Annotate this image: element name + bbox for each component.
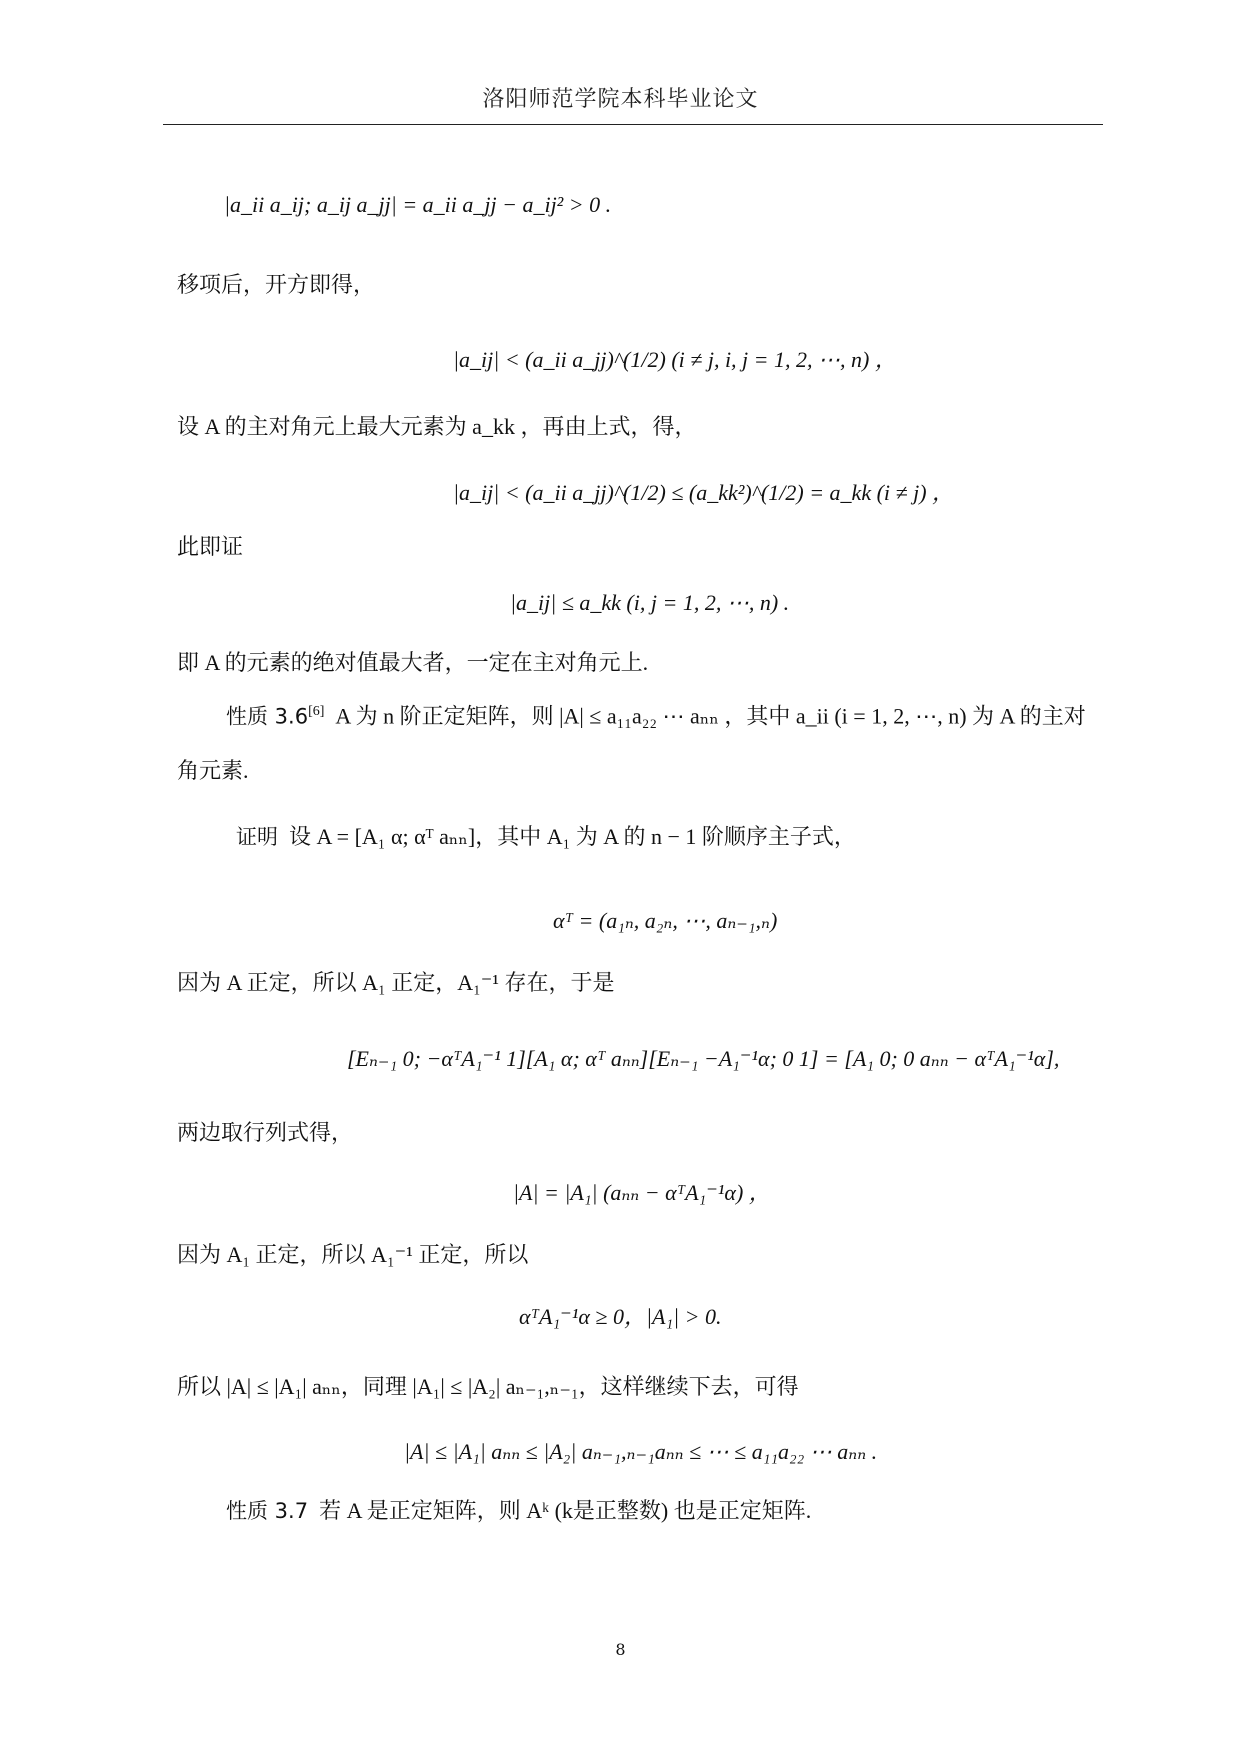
- paragraph-text: 若 A 是正定矩阵，则 Aᵏ (k是正整数) 也是正定矩阵.: [319, 1498, 812, 1523]
- paragraph-text: 此即证: [177, 534, 244, 559]
- line-prop-3-7: [226, 1496, 811, 1526]
- math-expression: αᵀA₁⁻¹α ≥ 0，|A₁| > 0.: [519, 1304, 722, 1329]
- line-p-conclusion: [177, 648, 648, 678]
- line-p-thus: [177, 532, 243, 562]
- line-eq-abs-aij-1: [453, 345, 897, 375]
- line-proof-start: [236, 822, 856, 852]
- paragraph-text: 设 A 的主对角元上最大元素为 a_kk ，再由上式，得，: [177, 414, 697, 439]
- line-eq-detA: [513, 1178, 771, 1208]
- paragraph-text: 设 A = [A₁ α; αᵀ aₙₙ]，其中 A₁ 为 A 的 n − 1 阶顺序主子式，: [289, 824, 856, 849]
- paragraph-text: 两边取行列式得，: [177, 1120, 354, 1145]
- paragraph-text: 因为 A 正定，所以 A₁ 正定，A₁⁻¹ 存在，于是: [177, 970, 615, 995]
- paragraph-text: 因为 A₁ 正定，所以 A₁⁻¹ 正定，所以: [177, 1242, 529, 1267]
- paragraph-text: A 为 n 阶正定矩阵，则 |A| ≤ a₁₁a₂₂ ⋯ aₙₙ ，其中 a_ii (i = 1, 2, ⋯, n) 为 A 的主对: [335, 703, 1086, 729]
- math-expression: |a_ii a_ij; a_ij a_jj| = a_ii a_jj − a_ij² > 0 .: [224, 192, 612, 217]
- math-expression: αᵀ = (a₁ₙ, a₂ₙ, ⋯, aₙ₋₁,ₙ): [553, 908, 778, 933]
- line-p-let-max: [177, 412, 696, 442]
- line-eq-det-2x2: [224, 190, 611, 220]
- math-expression: |a_ij| ≤ a_kk (i, j = 1, 2, ⋯, n) .: [510, 590, 790, 615]
- page-number: 8: [615, 1640, 626, 1659]
- line-eq-alpha: [553, 906, 777, 936]
- line-eq-abs-aij-3: [510, 588, 789, 618]
- paragraph-text: 即 A 的元素的绝对值最大者，一定在主对角元上.: [177, 650, 649, 675]
- line-p-take-det: [177, 1118, 353, 1148]
- proposition-label: 性质 3.7: [226, 1499, 309, 1523]
- line-prop-3-6-cont: [177, 756, 249, 786]
- math-expression: |A| = |A₁| (aₙₙ − αᵀA₁⁻¹α) ，: [513, 1180, 771, 1205]
- line-eq-chain: [404, 1437, 877, 1467]
- math-expression: |a_ij| < (a_ii a_jj)^(1/2) ≤ (a_kk²)^(1/2) = a_kk (i ≠ j) ，: [453, 480, 955, 505]
- proposition-label: 证明: [236, 825, 278, 849]
- math-expression: |A| ≤ |A₁| aₙₙ ≤ |A₂| aₙ₋₁,ₙ₋₁aₙₙ ≤ ⋯ ≤ a₁₁a₂₂ ⋯ aₙₙ .: [404, 1439, 878, 1464]
- line-p-after-move: [177, 270, 375, 300]
- line-p-so: [177, 1372, 799, 1402]
- line-prop-3-6: [226, 697, 1086, 731]
- line-eq-block: [347, 1044, 1059, 1074]
- proposition-label: 性质 3.6: [226, 704, 309, 729]
- math-expression: |a_ij| < (a_ii a_jj)^(1/2) (i ≠ j, i, j = 1, 2, ⋯, n) ，: [453, 347, 897, 372]
- page-header-title: 洛阳师范学院本科毕业论文: [482, 87, 759, 112]
- math-expression: [Eₙ₋₁ 0; −αᵀA₁⁻¹ 1][A₁ α; αᵀ aₙₙ][Eₙ₋₁ −A₁⁻¹α; 0 1] = [A₁ 0; 0 aₙₙ − αᵀA₁⁻¹α],: [347, 1046, 1060, 1071]
- line-eq-abs-aij-2: [453, 478, 954, 508]
- citation-ref: [6]: [308, 704, 325, 719]
- paragraph-text: 角元素.: [177, 758, 249, 783]
- paragraph-text: 所以 |A| ≤ |A₁| aₙₙ，同理 |A₁| ≤ |A₂| aₙ₋₁,ₙ₋₁，这样继续下去，可得: [177, 1374, 799, 1399]
- line-p-since-A1: [177, 1240, 528, 1270]
- header-rule: [163, 124, 1103, 125]
- line-eq-nonneg: [519, 1302, 722, 1332]
- line-p-since-pd: [177, 968, 615, 998]
- paragraph-text: 移项后，开方即得，: [177, 272, 376, 297]
